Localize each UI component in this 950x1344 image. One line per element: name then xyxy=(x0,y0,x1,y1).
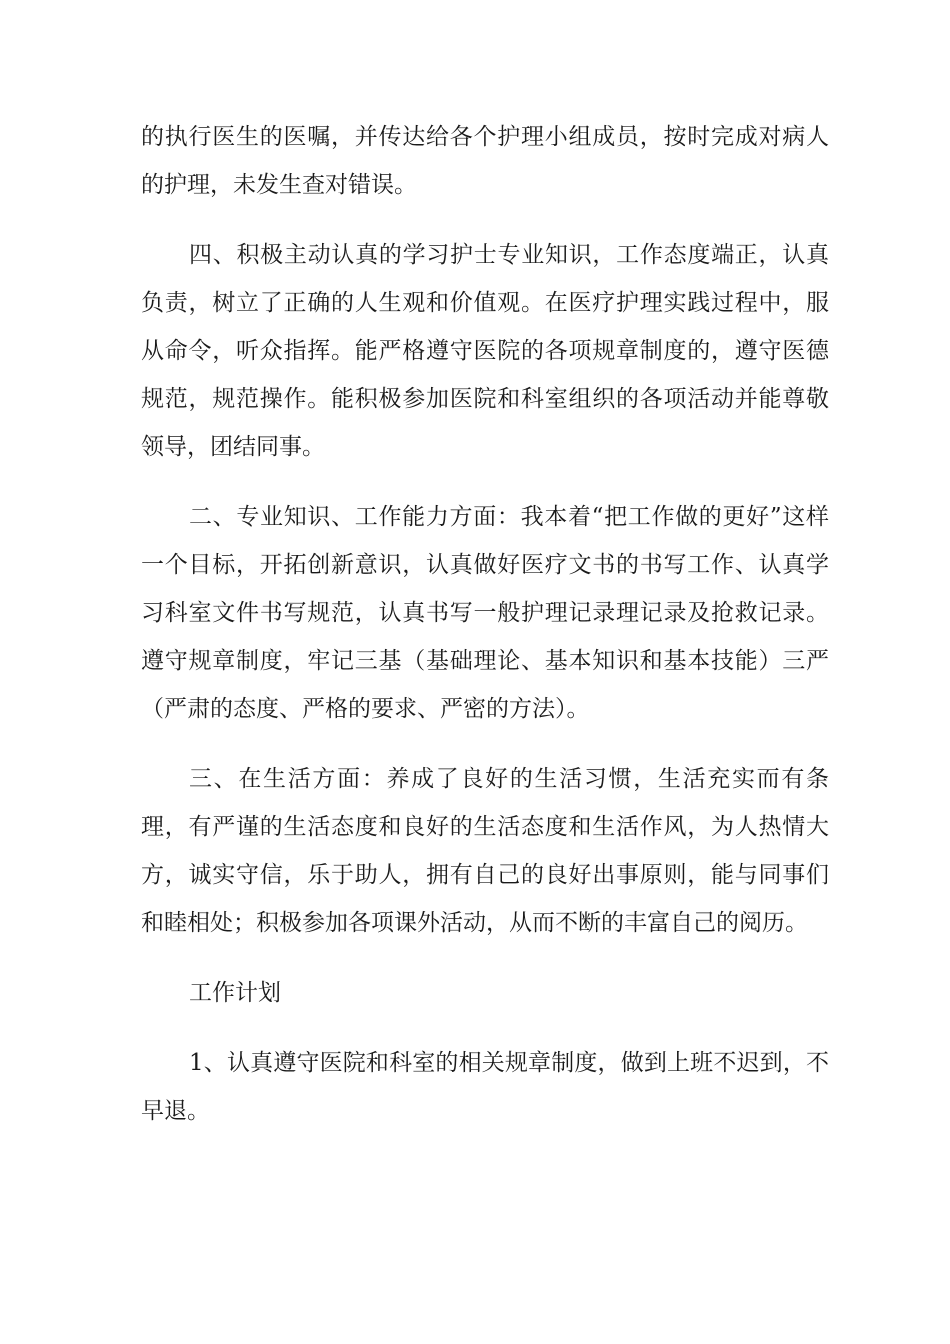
paragraph-continued: 的执行医生的医嘱，并传达给各个护理小组成员，按时完成对病人的护理，未发生查对错误。 xyxy=(141,124,829,198)
paragraph-item-four: 四、积极主动认真的学习护士专业知识，工作态度端正，认真负责，树立了正确的人生观和价值观。在医疗护理实践过程中，服从命令，听众指挥。能严格遵守医院的各项规章制度的，遵守医德规范，规范操作。能积极参加医院和科室组织的各项活动并能尊敬领导，团结同事。 xyxy=(141,242,829,460)
paragraph-item-two: 二、专业知识、工作能力方面：我本着“把工作做的更好”这样一个目标，开拓创新意识，认真做好医疗文书的书写工作、认真学习科室文件书写规范，认真书写一般护理记录理记录及抢救记录。遵守规章制度，牢记三基（基础理论、基本知识和基本技能）三严（严肃的态度、严格的要求、严密的方法）。 xyxy=(141,504,829,722)
section-heading-work-plan: 工作计划 xyxy=(189,980,281,1006)
paragraph-plan-item-1: 1、认真遵守医院和科室的相关规章制度，做到上班不迟到，不早退。 xyxy=(141,1050,829,1124)
paragraph-item-three: 三、在生活方面：养成了良好的生活习惯，生活充实而有条理，有严谨的生活态度和良好的生活态度和生活作风，为人热情大方，诚实守信，乐于助人，拥有自己的良好出事原则，能与同事们和睦相处；积极参加各项课外活动，从而不断的丰富自己的阅历。 xyxy=(141,766,829,936)
document-body xyxy=(141,113,829,1157)
